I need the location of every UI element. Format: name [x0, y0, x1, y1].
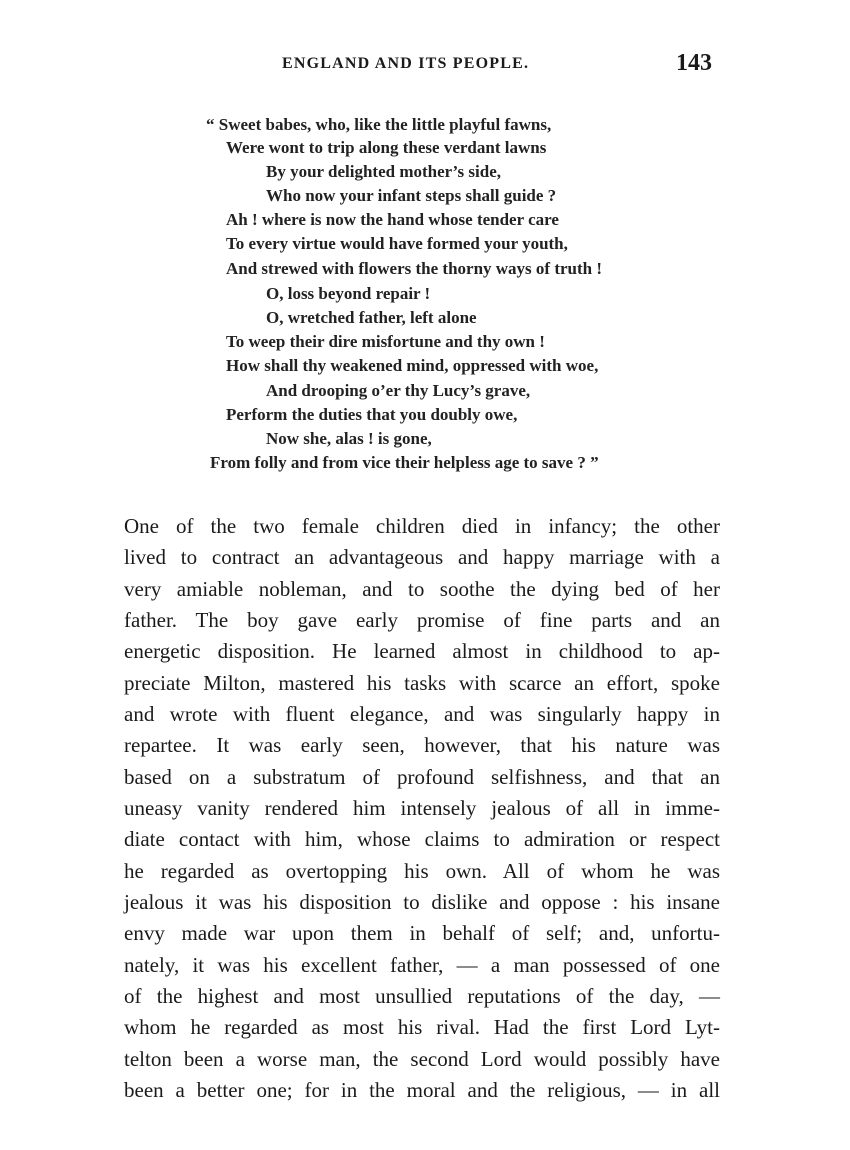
paragraph-line: envy made war upon them in behalf of self; and, unfortu-: [124, 921, 720, 945]
poem-line: Were wont to trip along these verdant lawns: [226, 138, 547, 157]
paragraph-line: telton been a worse man, the second Lord would possibly have: [124, 1047, 720, 1071]
poem-line: Perform the duties that you doubly owe,: [226, 405, 518, 424]
paragraph-line: nately, it was his excellent father, — a man possessed of one: [124, 953, 720, 977]
paragraph-line: very amiable nobleman, and to soothe the dying bed of her: [124, 577, 720, 601]
poem-line: Now she, alas ! is gone,: [266, 429, 432, 448]
page-number: 143: [676, 50, 712, 76]
paragraph-line: based on a substratum of profound selfishness, and that an: [124, 765, 720, 789]
poem-line: “ Sweet babes, who, like the little playful fawns,: [206, 115, 552, 134]
poem-line: Ah ! where is now the hand whose tender care: [226, 210, 559, 229]
poem-line: O, wretched father, left alone: [266, 308, 477, 327]
paragraph-line: lived to contract an advantageous and happy marriage with a: [124, 545, 720, 569]
poem-line: By your delighted mother’s side,: [266, 162, 502, 181]
paragraph-line: uneasy vanity rendered him intensely jealous of all in imme-: [124, 796, 720, 820]
poem-line: From folly and from vice their helpless age to save ? ”: [210, 453, 599, 472]
paragraph-line: father. The boy gave early promise of fine parts and an: [124, 608, 720, 632]
poem-line: Who now your infant steps shall guide ?: [266, 186, 557, 205]
poem-line: How shall thy weakened mind, oppressed with woe,: [226, 356, 599, 375]
paragraph-line: diate contact with him, whose claims to admiration or respect: [124, 827, 720, 851]
paragraph-line: whom he regarded as most his rival. Had the first Lord Lyt-: [124, 1015, 720, 1039]
paragraph-line: of the highest and most unsullied reputations of the day, —: [124, 984, 720, 1008]
paragraph-line: repartee. It was early seen, however, that his nature was: [124, 733, 720, 757]
poem-line: And drooping o’er thy Lucy’s grave,: [266, 381, 531, 400]
paragraph-line: One of the two female children died in infancy; the other: [124, 514, 720, 538]
poem-line: O, loss beyond repair !: [266, 284, 431, 303]
paragraph-line: energetic disposition. He learned almost in childhood to ap-: [124, 639, 720, 663]
poem-line: To every virtue would have formed your youth,: [226, 234, 568, 253]
paragraph-line: he regarded as overtopping his own. All of whom he was: [124, 859, 720, 883]
paragraph-line: jealous it was his disposition to dislike and oppose : his insane: [124, 890, 720, 914]
poem-line: And strewed with flowers the thorny ways of truth !: [226, 259, 603, 278]
poem-line: To weep their dire misfortune and thy own !: [226, 332, 545, 351]
paragraph-line: and wrote with fluent elegance, and was singularly happy in: [124, 702, 720, 726]
running-title: ENGLAND AND ITS PEOPLE.: [282, 55, 530, 72]
paragraph-line: been a better one; for in the moral and the religious, — in all: [124, 1078, 720, 1102]
paragraph-line: preciate Milton, mastered his tasks with scarce an effort, spoke: [124, 671, 720, 695]
